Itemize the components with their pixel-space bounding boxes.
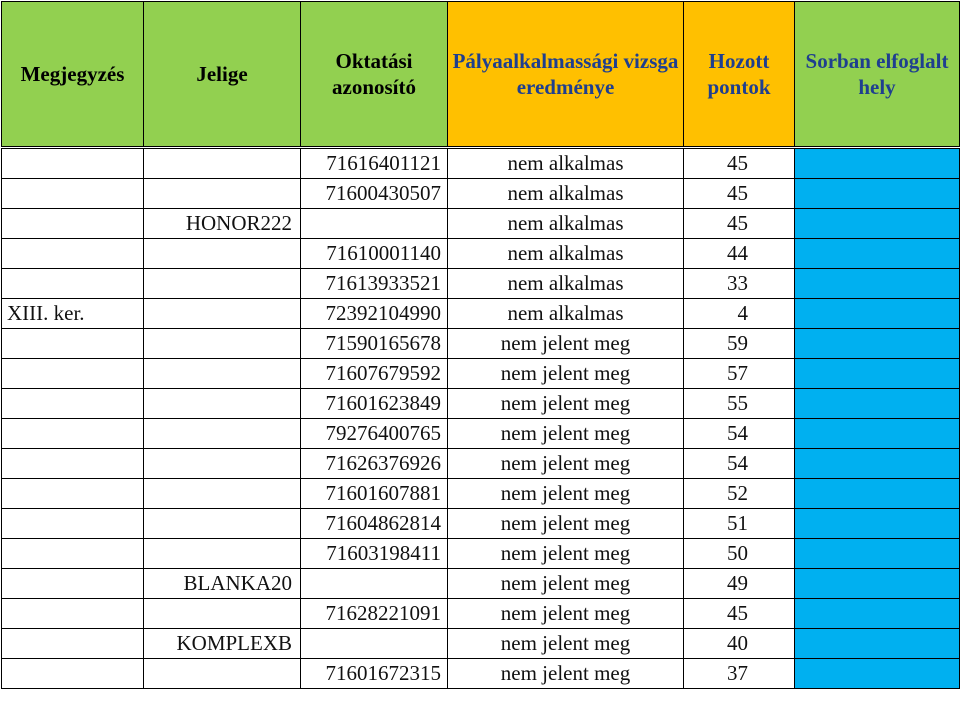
cell-hely — [795, 359, 960, 389]
cell-eredmeny: nem alkalmas — [448, 209, 684, 239]
cell-pontok: 33 — [684, 269, 795, 299]
cell-jelige — [144, 359, 301, 389]
cell-azonosito: 71628221091 — [301, 599, 448, 629]
cell-jelige — [144, 479, 301, 509]
cell-azonosito: 72392104990 — [301, 299, 448, 329]
cell-hely — [795, 509, 960, 539]
cell-pontok: 54 — [684, 449, 795, 479]
cell-eredmeny: nem alkalmas — [448, 239, 684, 269]
cell-eredmeny: nem jelent meg — [448, 599, 684, 629]
table-row — [2, 239, 960, 269]
cell-pontok: 51 — [684, 509, 795, 539]
cell-jelige: HONOR222 — [144, 209, 301, 239]
cell-pontok: 37 — [684, 659, 795, 689]
cell-megjegyzes — [2, 359, 144, 389]
cell-hely — [795, 479, 960, 509]
cell-pontok: 52 — [684, 479, 795, 509]
cell-eredmeny: nem alkalmas — [448, 179, 684, 209]
cell-pontok: 45 — [684, 209, 795, 239]
cell-pontok: 59 — [684, 329, 795, 359]
cell-jelige — [144, 509, 301, 539]
cell-eredmeny: nem alkalmas — [448, 149, 684, 179]
cell-eredmeny: nem jelent meg — [448, 539, 684, 569]
table-row — [2, 209, 960, 239]
table-row — [2, 629, 960, 659]
table-row — [2, 389, 960, 419]
cell-megjegyzes — [2, 179, 144, 209]
cell-megjegyzes — [2, 509, 144, 539]
header-hely: Sorban elfoglalt hely — [795, 2, 960, 147]
results-table — [1, 1, 960, 689]
cell-pontok: 45 — [684, 179, 795, 209]
table-row — [2, 539, 960, 569]
cell-azonosito: 71616401121 — [301, 149, 448, 179]
cell-pontok: 40 — [684, 629, 795, 659]
table-row — [2, 329, 960, 359]
cell-pontok: 44 — [684, 239, 795, 269]
cell-hely — [795, 239, 960, 269]
cell-eredmeny: nem jelent meg — [448, 509, 684, 539]
table-row — [2, 449, 960, 479]
header-jelige: Jelige — [144, 2, 301, 147]
cell-azonosito: 71613933521 — [301, 269, 448, 299]
table-row — [2, 269, 960, 299]
header-row — [2, 2, 960, 147]
cell-azonosito: 71590165678 — [301, 329, 448, 359]
table-row — [2, 359, 960, 389]
table-row — [2, 479, 960, 509]
cell-eredmeny: nem jelent meg — [448, 449, 684, 479]
cell-jelige — [144, 269, 301, 299]
cell-eredmeny: nem jelent meg — [448, 659, 684, 689]
cell-hely — [795, 539, 960, 569]
cell-megjegyzes — [2, 599, 144, 629]
header-pontok: Hozott pontok — [684, 2, 795, 147]
cell-jelige — [144, 449, 301, 479]
table-body — [2, 149, 960, 689]
cell-hely — [795, 629, 960, 659]
header-eredmeny: Pályaalkalmassági vizsga eredménye — [448, 2, 684, 147]
cell-megjegyzes — [2, 149, 144, 179]
cell-megjegyzes — [2, 629, 144, 659]
table-row — [2, 149, 960, 179]
cell-eredmeny: nem alkalmas — [448, 269, 684, 299]
cell-eredmeny: nem jelent meg — [448, 629, 684, 659]
table-row — [2, 659, 960, 689]
table-row — [2, 569, 960, 599]
cell-hely — [795, 299, 960, 329]
cell-pontok: 45 — [684, 149, 795, 179]
table-row — [2, 179, 960, 209]
cell-azonosito: 71601607881 — [301, 479, 448, 509]
cell-pontok: 45 — [684, 599, 795, 629]
cell-eredmeny: nem jelent meg — [448, 479, 684, 509]
cell-jelige — [144, 389, 301, 419]
cell-eredmeny: nem jelent meg — [448, 359, 684, 389]
table-header — [2, 2, 960, 149]
cell-jelige — [144, 329, 301, 359]
cell-eredmeny: nem alkalmas — [448, 299, 684, 329]
cell-jelige: KOMPLEXB — [144, 629, 301, 659]
cell-jelige — [144, 599, 301, 629]
cell-eredmeny: nem jelent meg — [448, 329, 684, 359]
cell-hely — [795, 449, 960, 479]
cell-jelige — [144, 179, 301, 209]
cell-megjegyzes — [2, 269, 144, 299]
cell-megjegyzes — [2, 329, 144, 359]
cell-hely — [795, 149, 960, 179]
cell-jelige — [144, 239, 301, 269]
cell-megjegyzes — [2, 419, 144, 449]
cell-jelige — [144, 659, 301, 689]
cell-eredmeny: nem jelent meg — [448, 389, 684, 419]
cell-azonosito: 71603198411 — [301, 539, 448, 569]
header-azonosito: Oktatási azonosító — [301, 2, 448, 147]
cell-megjegyzes — [2, 569, 144, 599]
cell-megjegyzes — [2, 539, 144, 569]
cell-jelige — [144, 149, 301, 179]
cell-azonosito: 79276400765 — [301, 419, 448, 449]
cell-azonosito: 71607679592 — [301, 359, 448, 389]
cell-pontok: 54 — [684, 419, 795, 449]
cell-jelige — [144, 299, 301, 329]
cell-hely — [795, 659, 960, 689]
cell-jelige — [144, 419, 301, 449]
cell-hely — [795, 389, 960, 419]
cell-jelige — [144, 539, 301, 569]
cell-azonosito: 71601672315 — [301, 659, 448, 689]
cell-pontok: 49 — [684, 569, 795, 599]
cell-hely — [795, 329, 960, 359]
cell-megjegyzes — [2, 659, 144, 689]
cell-jelige: BLANKA20 — [144, 569, 301, 599]
cell-hely — [795, 179, 960, 209]
cell-azonosito: 71626376926 — [301, 449, 448, 479]
cell-megjegyzes — [2, 239, 144, 269]
table-row — [2, 299, 960, 329]
cell-azonosito — [301, 569, 448, 599]
cell-eredmeny: nem jelent meg — [448, 419, 684, 449]
cell-azonosito — [301, 629, 448, 659]
cell-pontok: 4 — [684, 299, 795, 329]
cell-hely — [795, 209, 960, 239]
cell-pontok: 55 — [684, 389, 795, 419]
table-row — [2, 599, 960, 629]
cell-azonosito: 71601623849 — [301, 389, 448, 419]
cell-azonosito — [301, 209, 448, 239]
table-row — [2, 419, 960, 449]
cell-hely — [795, 569, 960, 599]
cell-megjegyzes: XIII. ker. — [2, 299, 144, 329]
cell-azonosito: 71600430507 — [301, 179, 448, 209]
cell-hely — [795, 269, 960, 299]
cell-megjegyzes — [2, 209, 144, 239]
cell-hely — [795, 419, 960, 449]
cell-azonosito: 71604862814 — [301, 509, 448, 539]
cell-megjegyzes — [2, 389, 144, 419]
cell-pontok: 50 — [684, 539, 795, 569]
cell-eredmeny: nem jelent meg — [448, 569, 684, 599]
cell-megjegyzes — [2, 449, 144, 479]
cell-hely — [795, 599, 960, 629]
cell-azonosito: 71610001140 — [301, 239, 448, 269]
cell-megjegyzes — [2, 479, 144, 509]
table-row — [2, 509, 960, 539]
header-megjegyzes: Megjegyzés — [2, 2, 144, 147]
cell-pontok: 57 — [684, 359, 795, 389]
